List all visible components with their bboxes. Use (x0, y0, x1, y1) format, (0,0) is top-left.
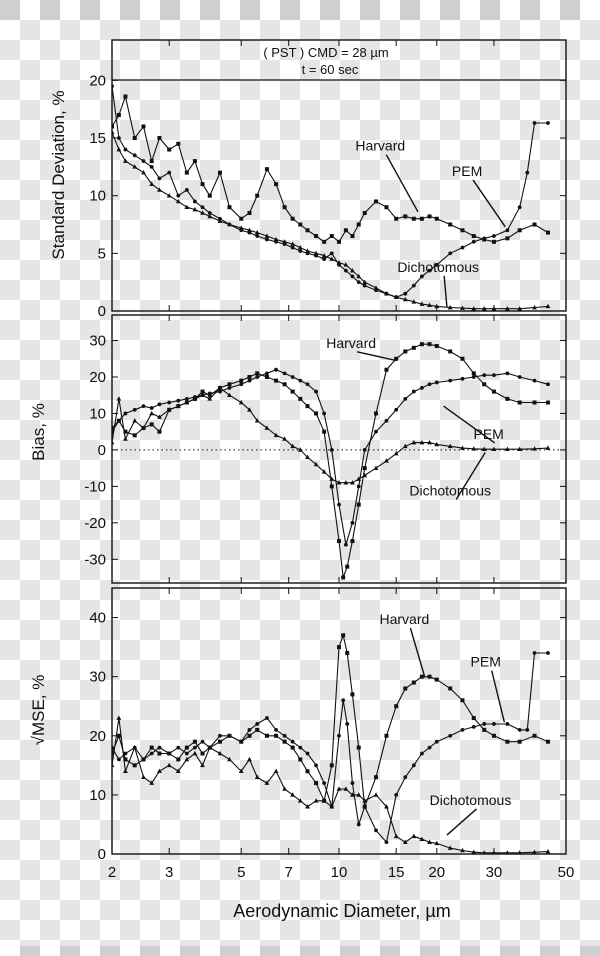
data-point-pem (158, 746, 162, 750)
data-point-pem (124, 752, 128, 756)
data-point-pem (357, 823, 361, 827)
data-point-pem (117, 419, 121, 423)
data-point-harvard (460, 228, 464, 232)
data-point-pem (492, 234, 496, 238)
data-point-pem (283, 734, 287, 738)
data-point-harvard (193, 159, 197, 163)
data-point-harvard (460, 698, 464, 702)
data-point-pem (448, 379, 452, 383)
data-point-harvard (291, 746, 295, 750)
data-point-pem (344, 543, 348, 547)
data-point-pem (142, 159, 146, 163)
data-point-pem (167, 171, 171, 175)
data-point-harvard (255, 728, 259, 732)
data-point-harvard (117, 113, 121, 117)
y-tick-label-rmse: 40 (89, 609, 106, 627)
y-axis-label-rmse (29, 675, 48, 746)
y-tick-label-bias: 30 (89, 332, 106, 350)
data-point-harvard (255, 194, 259, 198)
data-point-pem (193, 746, 197, 750)
data-point-pem (330, 251, 334, 255)
data-point-pem (403, 397, 407, 401)
data-point-pem (218, 734, 222, 738)
data-point-pem (158, 176, 162, 180)
data-point-pem (176, 194, 180, 198)
data-point-pem (518, 728, 522, 732)
data-point-pem (505, 371, 509, 375)
annotation-harvard-rmse: Harvard (379, 611, 430, 628)
data-point-pem (185, 752, 189, 756)
annotation-pem-bias: PEM (473, 425, 504, 442)
data-point-harvard (133, 763, 137, 767)
data-point-pem (228, 386, 232, 390)
data-point-pem (255, 375, 259, 379)
data-point-harvard (227, 382, 231, 386)
data-point-harvard (546, 740, 550, 744)
data-point-harvard (201, 752, 205, 756)
data-point-pem (150, 406, 154, 410)
data-point-pem (228, 734, 232, 738)
data-point-pem (448, 734, 452, 738)
data-point-harvard (117, 734, 121, 738)
data-point-pem (218, 390, 222, 394)
data-point-harvard (298, 397, 302, 401)
data-point-harvard (428, 342, 432, 346)
y-axis-label-bias (29, 403, 48, 461)
data-point-harvard (435, 344, 439, 348)
data-point-pem (482, 236, 486, 240)
data-point-harvard (157, 430, 161, 434)
data-point-harvard (274, 379, 278, 383)
data-point-harvard (341, 576, 345, 580)
data-point-pem (492, 373, 496, 377)
data-point-harvard (193, 740, 197, 744)
data-point-harvard (374, 199, 378, 203)
data-point-pem (133, 153, 137, 157)
data-point-harvard (167, 148, 171, 152)
y-axis-label-text: Bias, % (29, 403, 48, 461)
data-point-pem (322, 781, 326, 785)
data-point-pem (492, 722, 496, 726)
data-point-pem (525, 728, 529, 732)
data-point-pem (505, 722, 509, 726)
data-point-harvard (420, 217, 424, 221)
data-point-harvard (291, 390, 295, 394)
data-point-harvard (357, 223, 361, 227)
data-point-pem (403, 775, 407, 779)
data-point-harvard (201, 182, 205, 186)
data-point-harvard (341, 633, 345, 637)
data-point-pem (274, 728, 278, 732)
data-point-harvard (448, 223, 452, 227)
data-point-harvard (306, 404, 310, 408)
data-point-harvard (185, 171, 189, 175)
data-point-pem (201, 205, 205, 209)
data-point-pem (283, 371, 287, 375)
data-point-pem (533, 379, 537, 383)
data-point-harvard (255, 371, 259, 375)
data-point-harvard (492, 734, 496, 738)
data-point-pem (142, 404, 146, 408)
data-point-pem (117, 758, 121, 762)
data-point-harvard (344, 228, 348, 232)
data-point-harvard (412, 346, 416, 350)
data-point-harvard (150, 159, 154, 163)
data-point-harvard (460, 357, 464, 361)
data-point-harvard (141, 124, 145, 128)
x-tick-label: 50 (557, 864, 575, 881)
header-line2: t = 60 sec (301, 62, 359, 77)
data-point-pem (248, 728, 252, 732)
data-point-harvard (306, 769, 310, 773)
header-line1: ( PST ) CMD = 28 µm (263, 45, 389, 60)
data-point-harvard (350, 692, 354, 696)
data-point-pem (412, 284, 416, 288)
data-point-harvard (505, 236, 509, 240)
data-point-pem (298, 379, 302, 383)
data-point-harvard (357, 746, 361, 750)
data-point-harvard (150, 746, 154, 750)
data-point-pem (322, 412, 326, 416)
data-point-harvard (533, 734, 537, 738)
data-point-pem (448, 251, 452, 255)
data-point-harvard (420, 342, 424, 346)
data-point-harvard (350, 234, 354, 238)
data-point-harvard (298, 223, 302, 227)
data-point-harvard (482, 728, 486, 732)
data-point-pem (363, 284, 367, 288)
data-point-harvard (428, 675, 432, 679)
data-point-pem (351, 275, 355, 279)
y-tick-label-bias: 10 (89, 405, 106, 423)
data-point-pem (314, 763, 318, 767)
data-point-harvard (306, 228, 310, 232)
annotation-pem-rmse: PEM (470, 653, 501, 670)
data-point-harvard (337, 240, 341, 244)
x-tick-label: 3 (165, 864, 174, 881)
y-tick-label-rmse: 10 (89, 786, 106, 804)
data-point-harvard (274, 182, 278, 186)
data-point-harvard (239, 379, 243, 383)
y-tick-label-bias: 0 (97, 441, 106, 459)
y-tick-label-bias: -30 (84, 551, 106, 569)
data-point-harvard (283, 382, 287, 386)
data-point-harvard (176, 757, 180, 761)
data-point-harvard (492, 240, 496, 244)
data-point-harvard (133, 136, 137, 140)
data-point-harvard (394, 217, 398, 221)
data-point-harvard (314, 411, 318, 415)
data-point-pem (403, 292, 407, 296)
data-point-harvard (472, 371, 476, 375)
y-tick-label-std: 10 (89, 187, 106, 205)
data-point-harvard (533, 401, 537, 405)
data-point-pem (117, 136, 121, 140)
data-point-harvard (247, 375, 251, 379)
data-point-pem (291, 740, 295, 744)
data-point-harvard (265, 734, 269, 738)
y-tick-label-rmse: 30 (89, 668, 106, 686)
data-point-pem (176, 746, 180, 750)
data-point-harvard (428, 214, 432, 218)
data-point-harvard (123, 95, 127, 99)
data-point-pem (385, 840, 389, 844)
data-point-harvard (546, 401, 550, 405)
data-point-pem (255, 722, 259, 726)
x-tick-label: 2 (107, 864, 117, 881)
annotation-dichotomous-bias: Dichotomous (409, 482, 492, 499)
data-point-pem (208, 391, 212, 395)
data-point-harvard (384, 734, 388, 738)
data-point-harvard (374, 775, 378, 779)
data-point-harvard (227, 205, 231, 209)
data-point-harvard (518, 740, 522, 744)
x-tick-label: 20 (428, 864, 446, 881)
data-point-harvard (384, 368, 388, 372)
data-point-pem (291, 246, 295, 250)
y-tick-label-rmse: 0 (97, 846, 106, 863)
annotation-harvard-bias: Harvard (326, 334, 377, 351)
data-point-harvard (546, 231, 550, 235)
data-point-harvard (322, 430, 326, 434)
data-point-pem (482, 373, 486, 377)
data-point-pem (306, 382, 310, 386)
data-point-harvard (345, 651, 349, 655)
data-point-harvard (472, 716, 476, 720)
sqrt-symbol: √ (29, 736, 48, 746)
data-point-pem (133, 408, 137, 412)
data-point-pem (461, 728, 465, 732)
data-point-pem (248, 379, 252, 383)
data-point-harvard (274, 734, 278, 738)
data-point-pem (167, 401, 171, 405)
data-point-pem (341, 698, 345, 702)
data-point-harvard (322, 240, 326, 244)
data-point-harvard (218, 171, 222, 175)
y-tick-label-bias: 20 (89, 368, 106, 386)
data-point-pem (505, 228, 509, 232)
y-tick-label-std: 20 (89, 72, 106, 90)
y-axis-label-text: Standard Deviation, % (49, 90, 68, 260)
data-point-pem (546, 651, 550, 655)
x-tick-label: 5 (237, 864, 246, 881)
data-point-pem (239, 740, 243, 744)
data-point-harvard (403, 686, 407, 690)
data-point-pem (394, 793, 398, 797)
data-point-harvard (363, 211, 367, 215)
data-point-harvard (314, 234, 318, 238)
data-point-pem (265, 716, 269, 720)
data-point-pem (461, 377, 465, 381)
data-point-pem (124, 412, 128, 416)
data-point-pem (420, 275, 424, 279)
data-point-pem (201, 740, 205, 744)
x-tick-label: 10 (330, 864, 348, 881)
data-point-harvard (265, 167, 269, 171)
data-point-pem (546, 121, 550, 125)
data-point-pem (420, 386, 424, 390)
data-point-harvard (133, 433, 137, 437)
data-point-pem (150, 752, 154, 756)
data-point-harvard (185, 746, 189, 750)
data-point-pem (344, 269, 348, 273)
data-point-pem (298, 746, 302, 750)
annotation-pem-std: PEM (451, 163, 483, 180)
data-point-pem (176, 399, 180, 403)
data-point-pem (239, 382, 243, 386)
y-tick-label-std: 0 (97, 303, 106, 320)
data-point-pem (546, 382, 550, 386)
annotation-dichotomous-rmse: Dichotomous (429, 791, 512, 808)
data-point-harvard (283, 740, 287, 744)
data-point-pem (472, 375, 476, 379)
data-point-pem (337, 734, 341, 738)
data-point-harvard (330, 763, 334, 767)
data-point-harvard (265, 375, 269, 379)
data-point-pem (472, 240, 476, 244)
data-point-pem (518, 205, 522, 209)
data-point-harvard (472, 234, 476, 238)
x-axis-label: Aerodynamic Diameter, µm (233, 901, 451, 921)
data-point-harvard (337, 539, 341, 543)
data-point-pem (428, 382, 432, 386)
data-point-pem (314, 390, 318, 394)
data-point-harvard (505, 740, 509, 744)
data-point-pem (167, 752, 171, 756)
data-point-pem (306, 752, 310, 756)
annotation-harvard-std: Harvard (355, 137, 406, 154)
y-axis-label-std (49, 90, 68, 259)
data-point-harvard (412, 217, 416, 221)
data-point-pem (357, 280, 361, 284)
data-point-pem (150, 165, 154, 169)
y-tick-label-bias: -20 (84, 514, 106, 532)
data-point-harvard (435, 217, 439, 221)
annotation-dichotomous-std: Dichotomous (397, 258, 480, 275)
data-point-pem (291, 375, 295, 379)
data-point-pem (482, 722, 486, 726)
data-point-pem (363, 805, 367, 809)
data-point-harvard (176, 142, 180, 146)
data-point-harvard (533, 223, 537, 227)
data-point-harvard (384, 205, 388, 209)
data-point-pem (420, 752, 424, 756)
x-tick-label: 15 (387, 864, 405, 881)
data-point-harvard (518, 401, 522, 405)
data-point-harvard (350, 539, 354, 543)
data-point-harvard (492, 390, 496, 394)
data-point-harvard (247, 734, 251, 738)
data-point-pem (274, 368, 278, 372)
data-point-pem (124, 148, 128, 152)
data-point-pem (298, 249, 302, 253)
data-point-pem (193, 200, 197, 204)
data-point-pem (142, 758, 146, 762)
data-point-pem (428, 746, 432, 750)
data-point-pem (412, 763, 416, 767)
data-point-harvard (518, 228, 522, 232)
data-point-pem (363, 448, 367, 452)
data-point-harvard (157, 136, 161, 140)
data-point-pem (255, 234, 259, 238)
data-point-harvard (208, 194, 212, 198)
data-point-harvard (357, 503, 361, 507)
y-tick-label-bias: -10 (84, 478, 106, 496)
data-point-harvard (283, 205, 287, 209)
data-point-pem (158, 402, 162, 406)
y-tick-label-std: 15 (89, 130, 106, 148)
data-point-pem (337, 503, 341, 507)
data-point-harvard (363, 466, 367, 470)
data-point-harvard (403, 349, 407, 353)
data-point-harvard (345, 565, 349, 569)
y-tick-label-rmse: 20 (89, 727, 106, 745)
y-axis-label-text: MSE, % (29, 674, 48, 737)
data-point-pem (265, 238, 269, 242)
data-point-harvard (239, 217, 243, 221)
data-point-pem (351, 521, 355, 525)
data-point-harvard (420, 675, 424, 679)
data-point-pem (525, 171, 529, 175)
data-point-pem (265, 371, 269, 375)
data-point-pem (351, 781, 355, 785)
data-point-pem (461, 246, 465, 250)
data-point-pem (533, 121, 537, 125)
data-point-harvard (505, 397, 509, 401)
data-point-harvard (291, 217, 295, 221)
data-point-pem (345, 722, 349, 726)
data-point-pem (374, 430, 378, 434)
data-point-pem (385, 419, 389, 423)
data-point-harvard (482, 382, 486, 386)
x-tick-label: 7 (284, 864, 293, 881)
data-point-harvard (403, 214, 407, 218)
data-point-harvard (330, 484, 334, 488)
data-point-pem (374, 828, 378, 832)
y-tick-label-std: 5 (97, 245, 106, 263)
data-point-pem (435, 381, 439, 385)
data-point-harvard (218, 740, 222, 744)
data-point-harvard (448, 349, 452, 353)
data-point-harvard (247, 211, 251, 215)
data-point-pem (394, 408, 398, 412)
data-point-pem (185, 188, 189, 192)
data-point-harvard (374, 411, 378, 415)
data-point-harvard (435, 678, 439, 682)
data-point-harvard (448, 686, 452, 690)
data-point-pem (435, 740, 439, 744)
data-point-pem (533, 651, 537, 655)
data-point-harvard (337, 645, 341, 649)
data-point-pem (322, 257, 326, 261)
data-point-harvard (314, 781, 318, 785)
data-point-pem (472, 725, 476, 729)
data-point-pem (412, 390, 416, 394)
data-point-harvard (298, 757, 302, 761)
data-point-pem (357, 484, 361, 488)
data-point-harvard (394, 704, 398, 708)
data-point-harvard (412, 681, 416, 685)
data-point-harvard (157, 752, 161, 756)
data-point-pem (330, 448, 334, 452)
data-point-pem (518, 375, 522, 379)
data-point-harvard (150, 422, 154, 426)
data-point-harvard (330, 234, 334, 238)
x-tick-label: 30 (485, 864, 503, 881)
